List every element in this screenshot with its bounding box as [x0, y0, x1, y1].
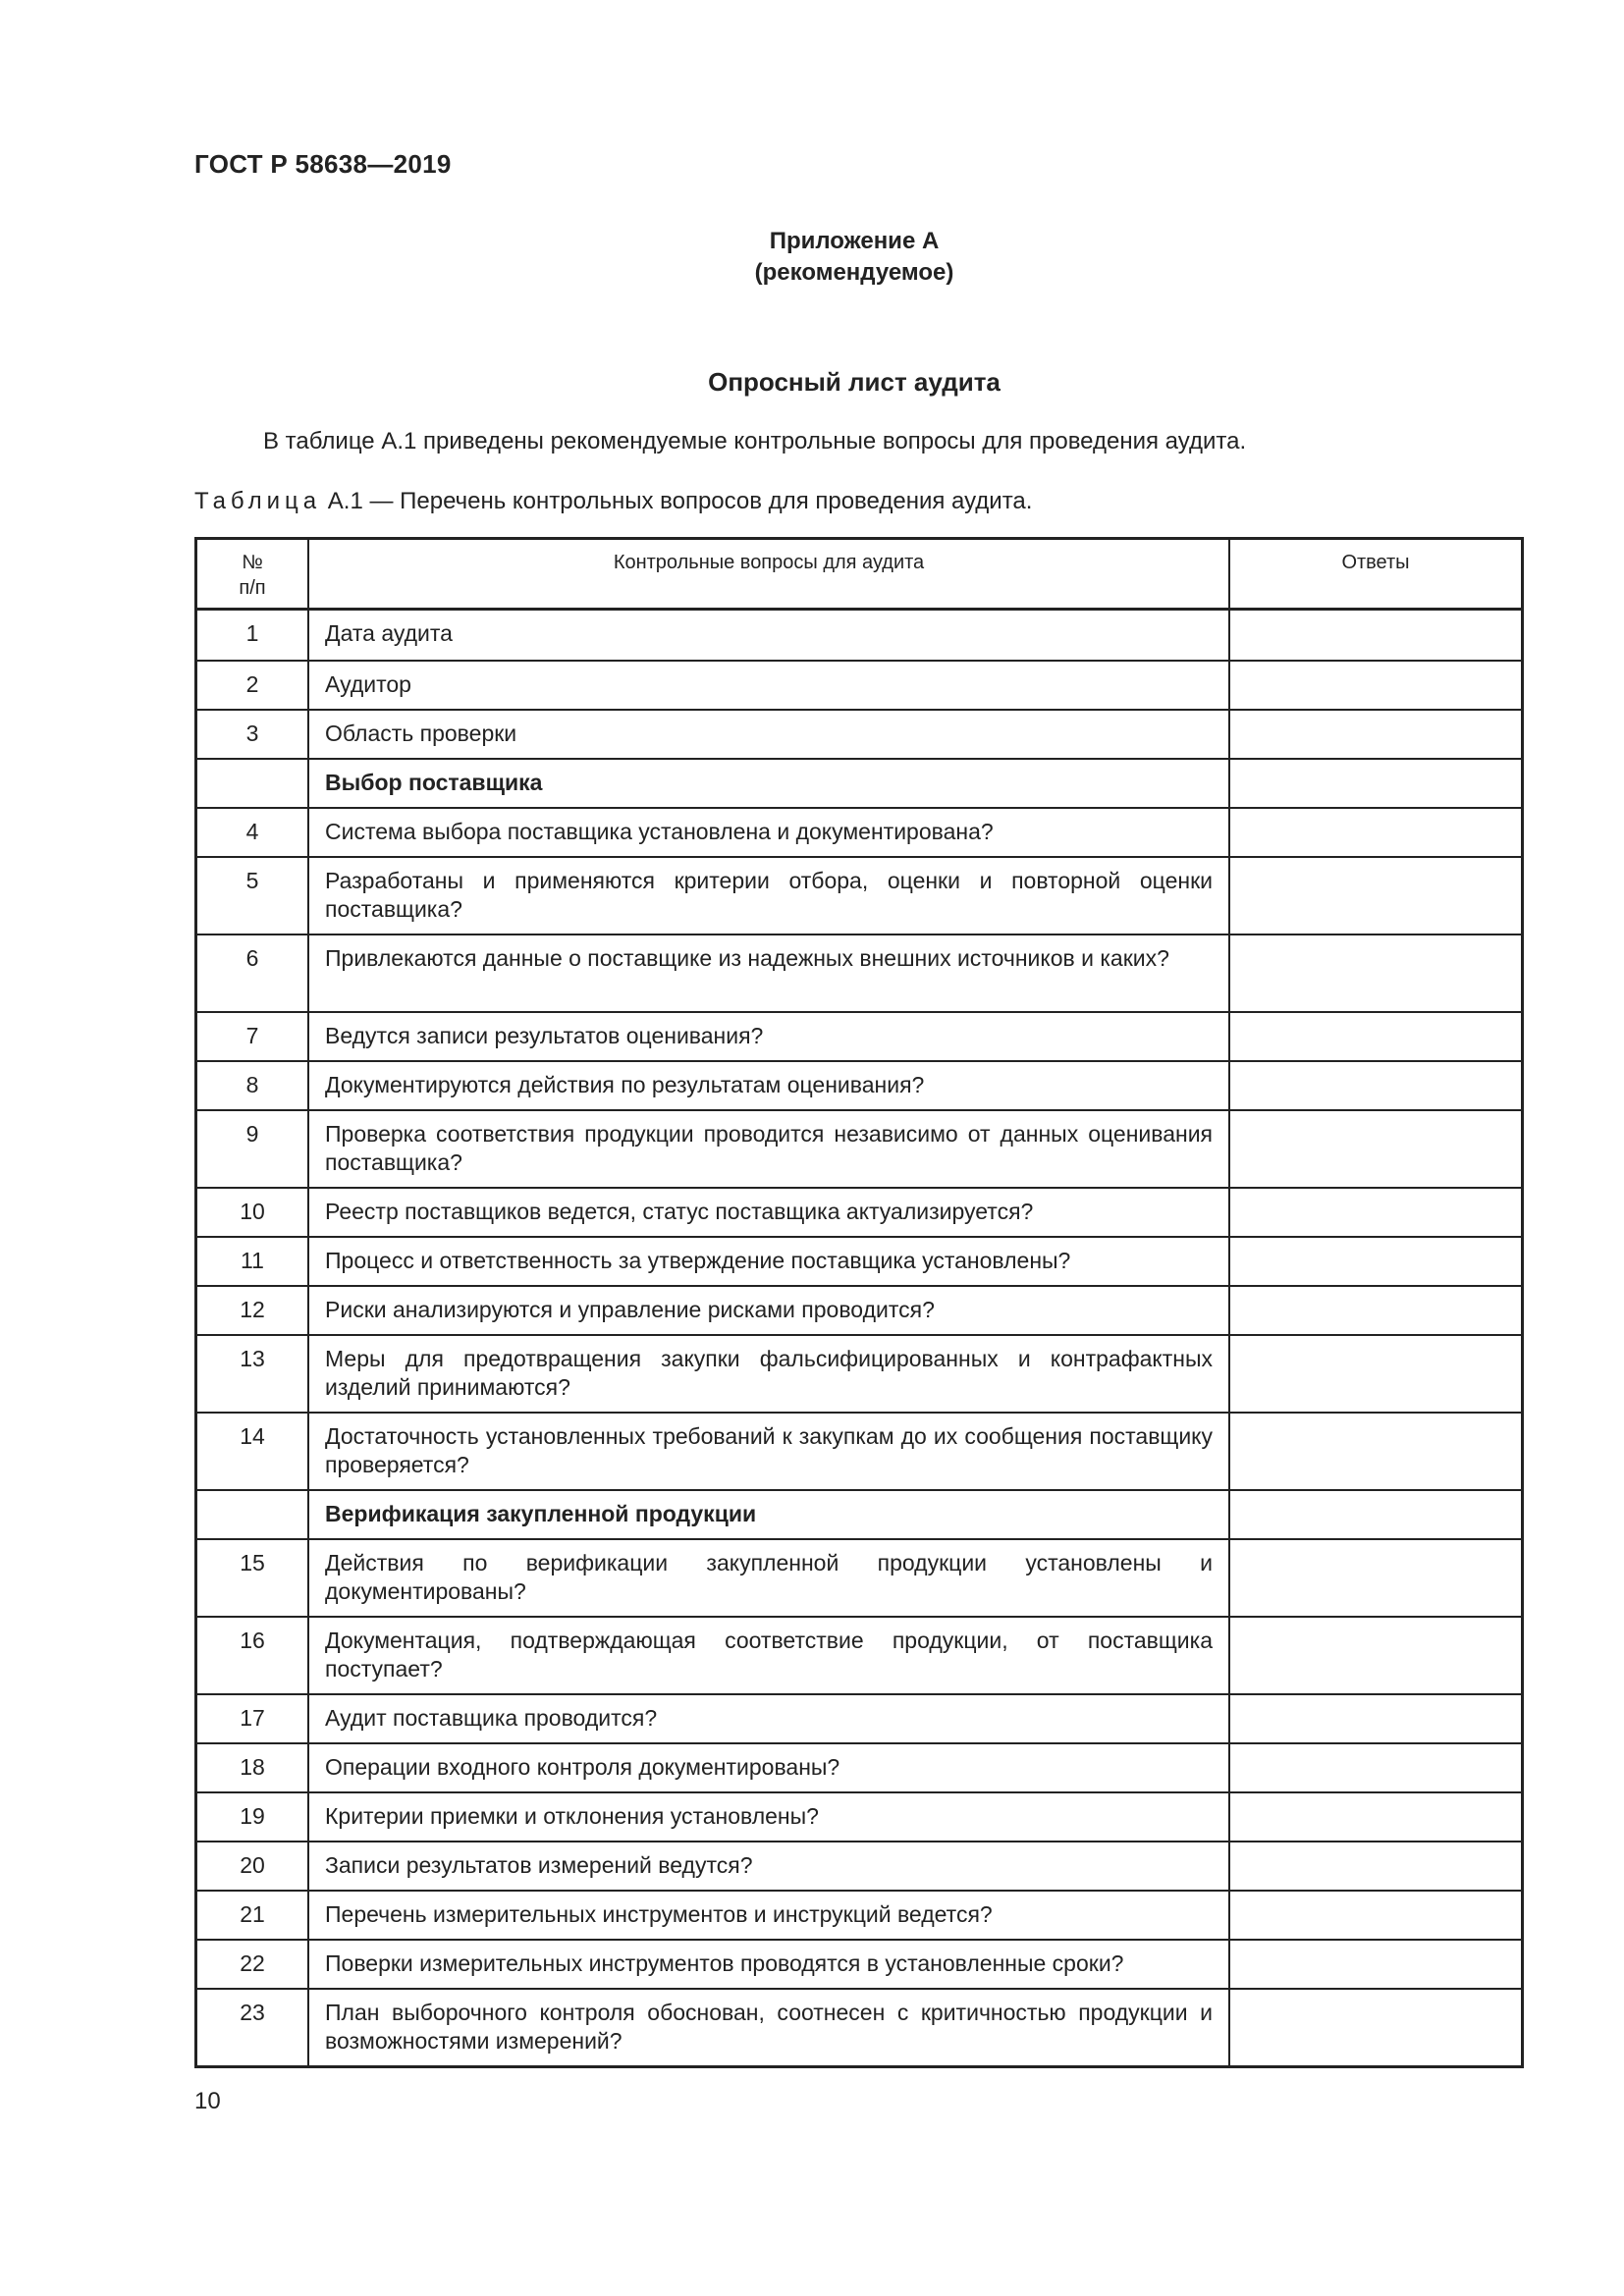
table-row [197, 1285, 1521, 1334]
header-question: Контрольные вопросы для аудита [309, 540, 1230, 608]
header-number-abbr: п/п [239, 577, 266, 599]
row-number: 10 [197, 1189, 309, 1236]
row-number: 19 [197, 1793, 309, 1841]
table-row [197, 660, 1521, 709]
question-cell: Критерии приемки и отклонения установлены? [309, 1793, 1230, 1841]
row-number [197, 760, 309, 807]
row-number: 11 [197, 1238, 309, 1285]
answer-cell[interactable] [1230, 1013, 1521, 1060]
question-cell: Записи результатов измерений ведутся? [309, 1842, 1230, 1890]
table-body [197, 611, 1521, 2065]
row-number: 9 [197, 1111, 309, 1187]
page-number: 10 [194, 2088, 221, 2114]
question-cell: Разработаны и применяются критерии отбора, оценки и повторной оценки поставщика? [309, 858, 1230, 934]
row-number: 7 [197, 1013, 309, 1060]
audit-questions-table [194, 537, 1524, 2068]
answer-cell[interactable] [1230, 1892, 1521, 1939]
question-cell: Процесс и ответственность за утверждение поставщика установлены? [309, 1238, 1230, 1285]
table-caption [194, 488, 1032, 515]
table-row [197, 611, 1521, 660]
table-row [197, 1841, 1521, 1890]
table-row [197, 1412, 1521, 1489]
answer-cell[interactable] [1230, 611, 1521, 660]
row-number: 8 [197, 1062, 309, 1109]
table-row [197, 1060, 1521, 1109]
answer-cell[interactable] [1230, 1336, 1521, 1412]
answer-cell[interactable] [1230, 1414, 1521, 1489]
table-row [197, 1334, 1521, 1412]
answer-cell[interactable] [1230, 1238, 1521, 1285]
row-number: 16 [197, 1618, 309, 1693]
answer-cell[interactable] [1230, 1111, 1521, 1187]
table-caption-text: А.1 — Перечень контрольных вопросов для проведения аудита. [327, 488, 1033, 514]
table-row [197, 1742, 1521, 1791]
intro-paragraph: В таблице А.1 приведены рекомендуемые контрольные вопросы для проведения аудита. [263, 428, 1247, 454]
question-cell: Аудит поставщика проводится? [309, 1695, 1230, 1742]
answer-cell[interactable] [1230, 1287, 1521, 1334]
table-caption-prefix: Таблица [194, 488, 322, 514]
table-row [197, 1939, 1521, 1988]
table-section-row [197, 1489, 1521, 1538]
row-number: 23 [197, 1990, 309, 2065]
annex-title: Приложение А [769, 228, 940, 254]
row-number: 14 [197, 1414, 309, 1489]
question-cell: План выборочного контроля обоснован, соотнесен с критичностью продукции и возможностями измерений? [309, 1990, 1230, 2065]
header-number-sign: № [242, 552, 263, 573]
answer-cell[interactable] [1230, 858, 1521, 934]
question-cell: Аудитор [309, 662, 1230, 709]
row-number [197, 1491, 309, 1538]
answer-cell[interactable] [1230, 1491, 1521, 1538]
header-answer: Ответы [1341, 552, 1410, 573]
table-row [197, 1988, 1521, 2065]
table-row [197, 1109, 1521, 1187]
section-heading-cell: Выбор поставщика [309, 760, 1230, 807]
question-cell: Действия по верификации закупленной продукции установлены и документированы? [309, 1540, 1230, 1616]
header-number [197, 540, 309, 608]
table-row [197, 1011, 1521, 1060]
table-section-row [197, 758, 1521, 807]
document-code: ГОСТ Р 58638—2019 [194, 149, 452, 179]
answer-cell[interactable] [1230, 1695, 1521, 1742]
question-cell: Операции входного контроля документированы? [309, 1744, 1230, 1791]
row-number: 2 [197, 662, 309, 709]
answer-cell[interactable] [1230, 935, 1521, 1011]
question-cell: Область проверки [309, 711, 1230, 758]
question-cell: Перечень измерительных инструментов и инструкций ведется? [309, 1892, 1230, 1939]
question-cell: Документируются действия по результатам оценивания? [309, 1062, 1230, 1109]
row-number: 5 [197, 858, 309, 934]
table-row [197, 807, 1521, 856]
question-cell: Меры для предотвращения закупки фальсифицированных и контрафактных изделий принимаются? [309, 1336, 1230, 1412]
answer-cell[interactable] [1230, 809, 1521, 856]
answer-cell[interactable] [1230, 1540, 1521, 1616]
answer-cell[interactable] [1230, 1062, 1521, 1109]
answer-cell[interactable] [1230, 1744, 1521, 1791]
question-cell: Проверка соответствия продукции проводится независимо от данных оценивания поставщика? [309, 1111, 1230, 1187]
answer-cell[interactable] [1230, 1842, 1521, 1890]
table-row [197, 1890, 1521, 1939]
row-number: 12 [197, 1287, 309, 1334]
table-row [197, 1236, 1521, 1285]
question-cell: Реестр поставщиков ведется, статус поставщика актуализируется? [309, 1189, 1230, 1236]
question-cell: Риски анализируются и управление рисками проводится? [309, 1287, 1230, 1334]
table-row [197, 1538, 1521, 1616]
answer-cell[interactable] [1230, 711, 1521, 758]
table-row [197, 934, 1521, 1011]
annex-subtitle: (рекомендуемое) [754, 259, 954, 286]
table-row [197, 856, 1521, 934]
table-row [197, 1187, 1521, 1236]
question-cell: Дата аудита [309, 611, 1230, 660]
row-number: 17 [197, 1695, 309, 1742]
row-number: 13 [197, 1336, 309, 1412]
answer-cell[interactable] [1230, 1941, 1521, 1988]
section-title: Опросный лист аудита [708, 367, 1001, 397]
table-row [197, 709, 1521, 758]
answer-cell[interactable] [1230, 1990, 1521, 2065]
answer-cell[interactable] [1230, 1618, 1521, 1693]
section-heading-cell: Верификация закупленной продукции [309, 1491, 1230, 1538]
question-cell: Достаточность установленных требований к закупкам до их сообщения поставщику проверяется? [309, 1414, 1230, 1489]
answer-cell[interactable] [1230, 760, 1521, 807]
row-number: 20 [197, 1842, 309, 1890]
question-cell: Ведутся записи результатов оценивания? [309, 1013, 1230, 1060]
table-row [197, 1791, 1521, 1841]
row-number: 6 [197, 935, 309, 1011]
row-number: 22 [197, 1941, 309, 1988]
table-row [197, 1693, 1521, 1742]
question-cell: Документация, подтверждающая соответствие продукции, от поставщика поступает? [309, 1618, 1230, 1693]
question-cell: Поверки измерительных инструментов проводятся в установленные сроки? [309, 1941, 1230, 1988]
row-number: 3 [197, 711, 309, 758]
answer-cell[interactable] [1230, 1793, 1521, 1841]
question-cell: Система выбора поставщика установлена и документирована? [309, 809, 1230, 856]
answer-cell[interactable] [1230, 662, 1521, 709]
row-number: 18 [197, 1744, 309, 1791]
table-row [197, 1616, 1521, 1693]
row-number: 1 [197, 611, 309, 660]
row-number: 4 [197, 809, 309, 856]
row-number: 15 [197, 1540, 309, 1616]
question-cell: Привлекаются данные о поставщике из надежных внешних источников и каких? [309, 935, 1230, 1011]
answer-cell[interactable] [1230, 1189, 1521, 1236]
table-header-row [197, 540, 1521, 611]
row-number: 21 [197, 1892, 309, 1939]
